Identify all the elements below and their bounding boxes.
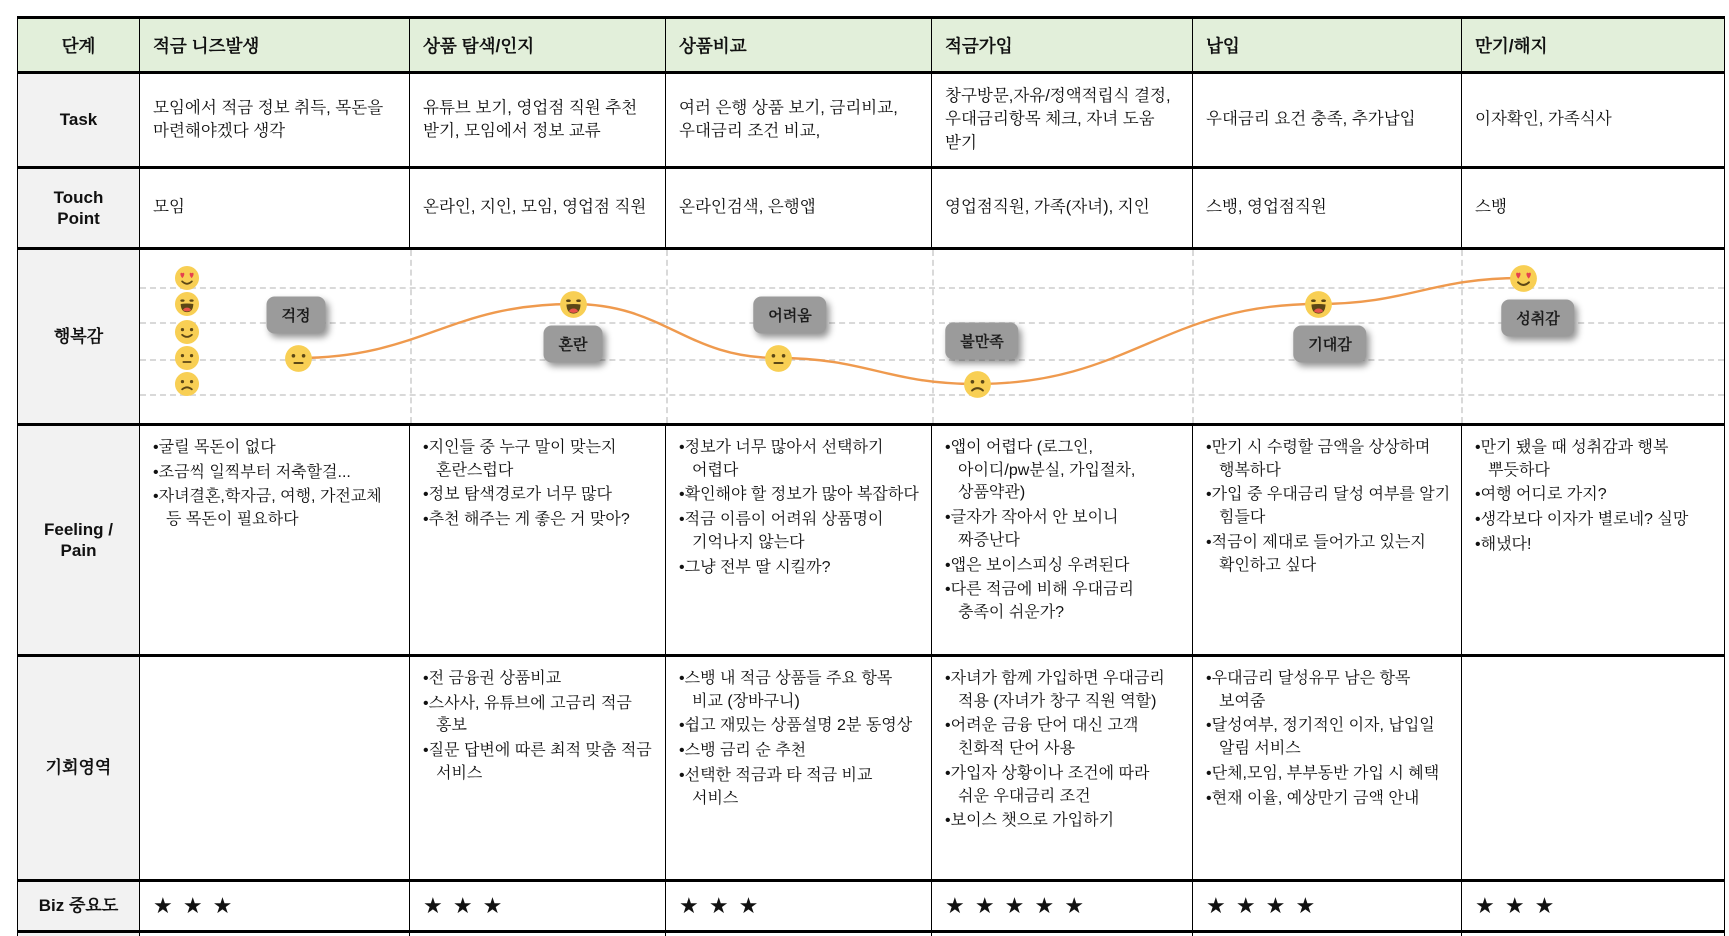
touch-point-cell: 스뱅, 영업점직원: [1193, 168, 1462, 249]
neutral-face-icon: [174, 345, 200, 371]
stage-header-payment: 납입: [1193, 18, 1462, 73]
frown-face-icon: [174, 371, 200, 397]
feeling-cell: [666, 425, 932, 656]
list-item: • 우대금리 달성유무 남은 항목 보여줌: [1206, 668, 1453, 713]
list-item: • 쉽고 재밌는 상품설명 2분 동영상: [679, 715, 923, 738]
feeling-cell: [932, 425, 1193, 656]
list-item: • 자녀결혼,학자금, 여행, 가전교체 등 목돈이 필요하다: [153, 486, 401, 531]
list-item: • 적금이 제대로 들어가고 있는지 확인하고 싶다: [1206, 532, 1453, 577]
list-item: • 조금씩 일찍부터 저축할걸...: [153, 462, 401, 485]
list-item: • 글자가 작아서 안 보이니 짜증난다: [945, 507, 1184, 552]
touch-point-cell: 온라인검색, 은행앱: [666, 168, 932, 249]
list-item: • 그냥 전부 딸 시킬까?: [679, 557, 923, 580]
list-item: • 앱은 보이스피싱 우려된다: [945, 555, 1184, 578]
task-row: [18, 73, 1725, 168]
feeling-pain-row-label: Feeling / Pain: [18, 425, 140, 656]
heart-eyes-face-icon: [174, 265, 200, 291]
neutral-face-icon: [764, 344, 793, 373]
cut-off-cell: [932, 932, 1193, 936]
list-item: • 스뱅 금리 순 추천: [679, 740, 923, 763]
task-cell: 창구방문,자유/정액적립식 결정, 우대금리항목 체크, 자녀 도움 받기: [932, 73, 1193, 168]
list-item: • 앱이 어렵다 (로그인, 아이디/pw분실, 가입절차, 상품약관): [945, 437, 1184, 505]
stage-header-needs: 적금 니즈발생: [140, 18, 410, 73]
stage-header-maturity: 만기/해지: [1462, 18, 1725, 73]
task-cell: 모임에서 적금 정보 취득, 목돈을 마련해야겠다 생각: [140, 73, 410, 168]
biz-stars-cell: ★ ★ ★: [666, 881, 932, 932]
touch-point-cell: 온라인, 지인, 모임, 영업점 직원: [410, 168, 666, 249]
big-smile-face-icon: [174, 291, 200, 317]
opportunity-cell: [666, 656, 932, 881]
list-item: • 스뱅 내 적금 상품들 주요 항목 비교 (장바구니): [679, 668, 923, 713]
list-item: • 생각보다 이자가 별로네? 실망: [1475, 509, 1716, 532]
emotion-label-chip: 걱정: [267, 297, 326, 334]
emotion-label-chip: 혼란: [544, 326, 603, 363]
list-item: • 가입자 상황이나 조건에 따라 쉬운 우대금리 조건: [945, 763, 1184, 808]
big-smile-face-icon: [559, 290, 588, 319]
task-cell: 이자확인, 가족식사: [1462, 73, 1725, 168]
biz-stars-cell: ★ ★ ★: [410, 881, 666, 932]
heart-eyes-face-icon: [1509, 264, 1538, 293]
happiness-curve: [140, 250, 1724, 423]
list-item: • 달성여부, 정기적인 이자, 납입일 알림 서비스: [1206, 715, 1453, 760]
biz-stars-cell: ★ ★ ★: [140, 881, 410, 932]
list-item: • 보이스 챗으로 가입하기: [945, 810, 1184, 833]
feeling-pain-row: [18, 425, 1725, 656]
slight-smile-face-icon: [174, 319, 200, 345]
opportunity-row: [18, 656, 1725, 881]
neutral-face-icon: [284, 344, 313, 373]
frown-face-icon: [963, 370, 992, 399]
cut-off-cell: [410, 932, 666, 936]
cut-off-row: [18, 932, 1725, 936]
happiness-canvas: [140, 249, 1725, 425]
journey-map-table: [17, 16, 1725, 936]
touch-point-cell: 영업점직원, 가족(자녀), 지인: [932, 168, 1193, 249]
list-item: • 여행 어디로 가지?: [1475, 484, 1716, 507]
cut-off-cell: [18, 932, 140, 936]
touch-point-row-label: Touch Point: [18, 168, 140, 249]
list-item: • 굴릴 목돈이 없다: [153, 437, 401, 460]
cut-off-cell: [666, 932, 932, 936]
opportunity-cell: [140, 656, 410, 881]
list-item: • 확인해야 할 정보가 많아 복잡하다: [679, 484, 923, 507]
stage-header-compare: 상품비교: [666, 18, 932, 73]
emotion-label-chip: 어려움: [753, 297, 826, 334]
list-item: • 어려운 금융 단어 대신 고객 친화적 단어 사용: [945, 715, 1184, 760]
opportunity-cell: [1462, 656, 1725, 881]
happiness-row-label: 행복감: [18, 249, 140, 425]
list-item: • 만기 됐을 때 성취감과 행복 뿌듯하다: [1475, 437, 1716, 482]
task-cell: 유튜브 보기, 영업점 직원 추천 받기, 모임에서 정보 교류: [410, 73, 666, 168]
list-item: • 지인들 중 누구 말이 맞는지 혼란스럽다: [423, 437, 657, 482]
task-cell: 여러 은행 상품 보기, 금리비교, 우대금리 조건 비교,: [666, 73, 932, 168]
list-item: • 적금 이름이 어려워 상품명이 기억나지 않는다: [679, 509, 923, 554]
happiness-row: [18, 249, 1725, 425]
cut-off-cell: [1462, 932, 1725, 936]
list-item: • 전 금융권 상품비교: [423, 668, 657, 691]
biz-stars-cell: ★ ★ ★ ★: [1193, 881, 1462, 932]
list-item: • 정보 탐색경로가 너무 많다: [423, 484, 657, 507]
cut-off-cell: [1193, 932, 1462, 936]
emotion-label-chip: 불만족: [945, 323, 1018, 360]
opportunity-cell: [932, 656, 1193, 881]
biz-row-label: Biz 중요도: [18, 881, 140, 932]
task-cell: 우대금리 요건 충족, 추가납입: [1193, 73, 1462, 168]
emotion-label-chip: 기대감: [1293, 326, 1366, 363]
list-item: • 질문 답변에 따른 최적 맞춤 적금 서비스: [423, 740, 657, 785]
touch-point-cell: 스뱅: [1462, 168, 1725, 249]
touch-point-cell: 모임: [140, 168, 410, 249]
feeling-cell: [410, 425, 666, 656]
list-item: • 현재 이율, 예상만기 금액 안내: [1206, 788, 1453, 811]
opportunity-cell: [1193, 656, 1462, 881]
biz-stars-cell: ★ ★ ★ ★ ★: [932, 881, 1193, 932]
task-row-label: Task: [18, 73, 140, 168]
feeling-cell: [1462, 425, 1725, 656]
list-item: • 만기 시 수령할 금액을 상상하며 행복하다: [1206, 437, 1453, 482]
list-item: • 자녀가 함께 가입하면 우대금리 적용 (자녀가 창구 직원 역할): [945, 668, 1184, 713]
list-item: • 해냈다!: [1475, 534, 1716, 557]
stage-header-row: [18, 18, 1725, 73]
feeling-cell: [140, 425, 410, 656]
stage-header-explore: 상품 탐색/인지: [410, 18, 666, 73]
list-item: • 가입 중 우대금리 달성 여부를 알기 힘들다: [1206, 484, 1453, 529]
big-smile-face-icon: [1304, 290, 1333, 319]
list-item: • 다른 적금에 비해 우대금리 충족이 쉬운가?: [945, 579, 1184, 624]
list-item: • 선택한 적금과 타 적금 비교 서비스: [679, 765, 923, 810]
list-item: • 스사사, 유튜브에 고금리 적금 홍보: [423, 693, 657, 738]
happiness-canvas-inner: [140, 250, 1724, 423]
emotion-label-chip: 성취감: [1501, 300, 1574, 337]
list-item: • 정보가 너무 많아서 선택하기 어렵다: [679, 437, 923, 482]
stage-header-join: 적금가입: [932, 18, 1193, 73]
feeling-cell: [1193, 425, 1462, 656]
stage-corner-header: 단계: [18, 18, 140, 73]
biz-importance-row: [18, 881, 1725, 932]
list-item: • 단체,모임, 부부동반 가입 시 혜택: [1206, 763, 1453, 786]
cut-off-cell: [140, 932, 410, 936]
list-item: • 추천 해주는 게 좋은 거 맞아?: [423, 509, 657, 532]
opportunity-cell: [410, 656, 666, 881]
opportunity-row-label: 기회영역: [18, 656, 140, 881]
biz-stars-cell: ★ ★ ★: [1462, 881, 1725, 932]
touch-point-row: [18, 168, 1725, 249]
